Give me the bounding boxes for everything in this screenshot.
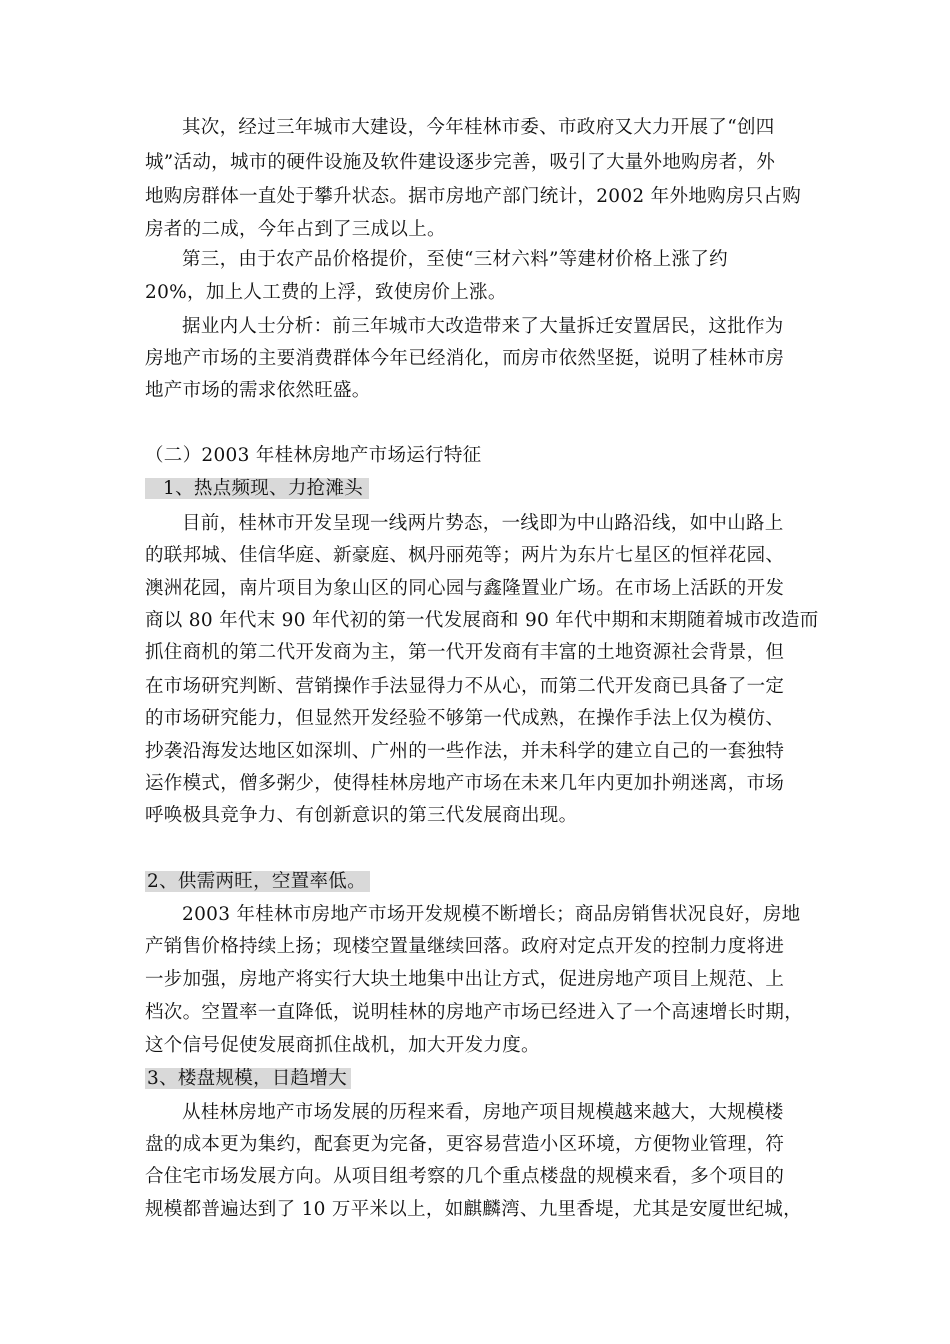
heading-scale-text: 3、楼盘规模，日趋增大 — [145, 1068, 351, 1089]
paragraph-3-line: 地产市场的需求依然旺盛。 — [145, 380, 371, 401]
paragraph-1-line: 地购房群体一直处于攀升状态。据市房地产部门统计，2002 年外地购房只占购 — [145, 186, 802, 207]
paragraph-4-line: 的联邦城、佳信华庭、新豪庭、枫丹丽苑等；两片为东片七星区的恒祥花园、 — [145, 545, 785, 566]
paragraph-6-line: 盘的成本更为集约，配套更为完备，更容易营造小区环境，方便物业管理，符 — [145, 1134, 785, 1155]
paragraph-4-line: 澳洲花园，南片项目为象山区的同心园与鑫隆置业广场。在市场上活跃的开发 — [145, 578, 785, 599]
paragraph-1-line: 其次，经过三年城市大建设，今年桂林市委、市政府又大力开展了“创四 — [182, 117, 775, 138]
paragraph-1-line: 房者的二成，今年占到了三成以上。 — [145, 219, 446, 240]
paragraph-4-line: 运作模式，僧多粥少，使得桂林房地产市场在未来几年内更加扑朔迷离，市场 — [145, 773, 785, 794]
paragraph-4-line: 抓住商机的第二代开发商为主，第一代开发商有丰富的土地资源社会背景，但 — [145, 642, 785, 663]
paragraph-6-line: 合住宅市场发展方向。从项目组考察的几个重点楼盘的规模来看，多个项目的 — [145, 1166, 785, 1187]
paragraph-5-line: 档次。空置率一直降低，说明桂林的房地产市场已经进入了一个高速增长时期， — [145, 1002, 804, 1023]
paragraph-3-line: 房地产市场的主要消费群体今年已经消化，而房市依然坚挺，说明了桂林市房 — [145, 348, 785, 369]
heading-supply-demand — [145, 866, 370, 898]
paragraph-3-line: 据业内人士分析：前三年城市大改造带来了大量拆迁安置居民，这批作为 — [182, 316, 784, 337]
paragraph-6-line: 从桂林房地产市场发展的历程来看，房地产项目规模越来越大，大规模楼 — [182, 1102, 784, 1123]
heading-hotspots-text: 1、热点频现、力抢滩头 — [145, 478, 369, 499]
paragraph-4-line: 商以 80 年代末 90 年代初的第一代发展商和 90 年代中期和末期随着城市改造而 — [145, 610, 819, 631]
paragraph-5-line: 一步加强，房地产将实行大块土地集中出让方式，促进房地产项目上规范、上 — [145, 969, 785, 990]
heading-supply-demand-text: 2、供需两旺，空置率低。 — [145, 871, 370, 892]
heading-scale — [145, 1063, 351, 1095]
paragraph-2-line: 第三，由于农产品价格提价，至使“三材六料”等建材价格上涨了约 — [182, 249, 728, 270]
paragraph-4-line: 抄袭沿海发达地区如深圳、广州的一些作法，并未科学的建立自己的一套独特 — [145, 741, 785, 762]
paragraph-4-line: 目前，桂林市开发呈现一线两片势态，一线即为中山路沿线，如中山路上 — [182, 513, 784, 534]
paragraph-6-line: 规模都普遍达到了 10 万平米以上，如麒麟湾、九里香堤，尤其是安厦世纪城， — [145, 1199, 802, 1220]
paragraph-5-line: 2003 年桂林市房地产市场开发规模不断增长；商品房销售状况良好，房地 — [182, 904, 801, 925]
paragraph-2-line: 20%，加上人工费的上浮，致使房价上涨。 — [145, 282, 507, 303]
paragraph-1-line: 城”活动，城市的硬件设施及软件建设逐步完善，吸引了大量外地购房者，外 — [145, 152, 776, 173]
paragraph-5-line: 这个信号促使发展商抓住战机，加大开发力度。 — [145, 1035, 540, 1056]
section-title: （二）2003 年桂林房地产市场运行特征 — [145, 445, 482, 466]
paragraph-4-line: 在市场研究判断、营销操作手法显得力不从心，而第二代开发商已具备了一定 — [145, 676, 785, 697]
paragraph-4-line: 的市场研究能力，但显然开发经验不够第一代成熟，在操作手法上仅为模仿、 — [145, 708, 785, 729]
heading-hotspots — [145, 473, 369, 505]
paragraph-5-line: 产销售价格持续上扬；现楼空置量继续回落。政府对定点开发的控制力度将进 — [145, 936, 785, 957]
paragraph-4-line: 呼唤极具竞争力、有创新意识的第三代发展商出现。 — [145, 805, 578, 826]
